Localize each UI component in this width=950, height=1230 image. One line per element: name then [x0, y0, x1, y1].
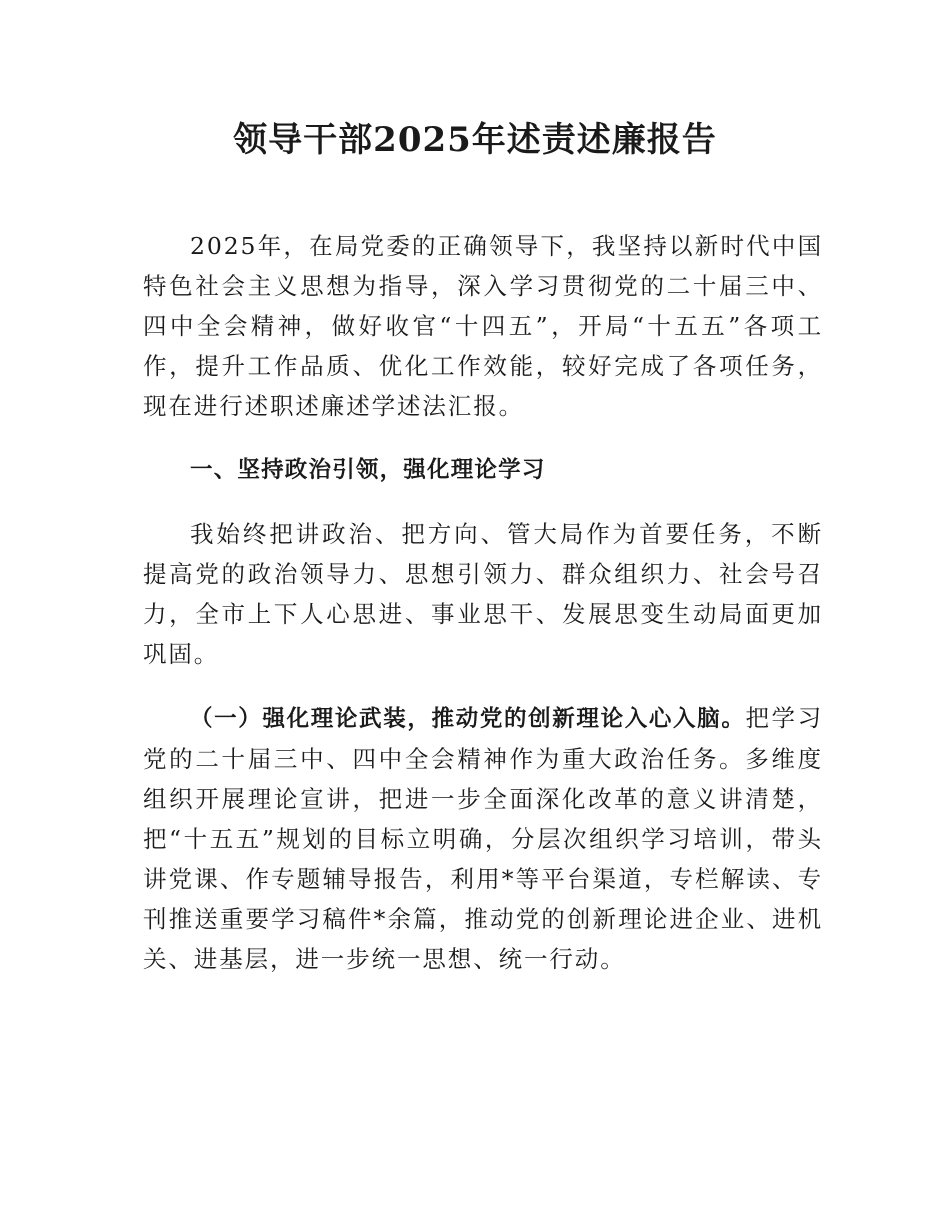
- item-1-text: 把学习党的二十届三中、四中全会精神作为重大政治任务。多维度组织开展理论宣讲，把进一步全面深化改革的意义讲清楚，把“十五五”规划的目标立明确，分层次组织学习培训，带头讲党课、作专题辅导报告，利用*等平台渠道，专栏解读、专刊推送重要学习稿件*余篇，推动党的创新理论进企业、进机关、进基层，进一步统一思想、统一行动。: [143, 704, 823, 973]
- document-title: 领导干部2025年述责述廉报告: [233, 120, 717, 160]
- section-heading-1: 一、坚持政治引领，强化理论学习: [190, 457, 546, 483]
- section-1-paragraph: 我始终把讲政治、把方向、管大局作为首要任务，不断提高党的政治领导力、思想引领力、群众组织力、社会号召力，全市上下人心思进、事业思干、发展思变生动局面更加巩固。: [143, 520, 823, 668]
- item-1-lead: （一）强化理论武装，推动党的创新理论入心入脑。: [190, 706, 746, 732]
- intro-paragraph: 2025年，在局党委的正确领导下，我坚持以新时代中国特色社会主义思想为指导，深入学习贯彻党的二十届三中、四中全会精神，做好收官“十四五”，开局“十五五”各项工作，提升工作品质、优化工作效能，较好完成了各项任务，现在进行述职述廉述学述法汇报。: [143, 232, 823, 420]
- document-body: [143, 226, 823, 1003]
- section-1-item-1: [143, 698, 823, 979]
